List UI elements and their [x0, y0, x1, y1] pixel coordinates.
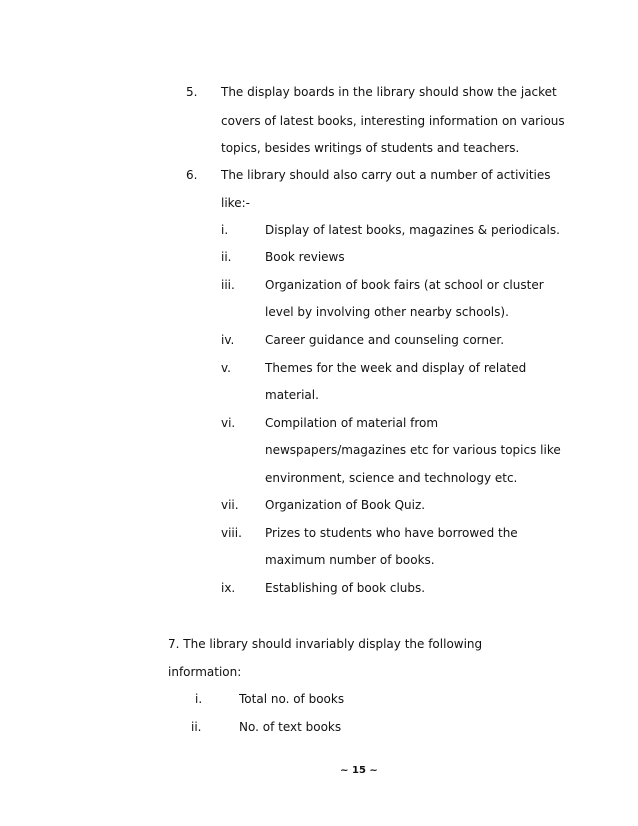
- subitem-number: ix.: [221, 581, 236, 595]
- subitem-text: Establishing of book clubs.: [265, 581, 426, 595]
- item-text-line: The display boards in the library should show the jacket: [221, 85, 557, 99]
- subitem-text: Themes for the week and display of related: [265, 361, 527, 375]
- subitem-number: vii.: [221, 498, 239, 512]
- subitem-text: Compilation of material from: [265, 416, 439, 430]
- item-number: 5.: [186, 85, 198, 99]
- item-text-line: topics, besides writings of students and teachers.: [221, 141, 520, 155]
- subitem-number: vi.: [221, 416, 236, 430]
- subitem-text: Prizes to students who have borrowed the: [265, 526, 518, 540]
- subitem-text: environment, science and technology etc.: [265, 471, 518, 485]
- subitem-number: v.: [221, 361, 231, 375]
- item-text-line: The library should also carry out a number of activities: [221, 168, 551, 182]
- subitem-number: viii.: [221, 526, 242, 540]
- subitem-number: iv.: [221, 333, 235, 347]
- subitem-text: material.: [265, 388, 319, 402]
- subitem-number: i.: [195, 692, 203, 706]
- subitem-text: Total no. of books: [239, 692, 345, 706]
- item-number: 6.: [186, 168, 198, 182]
- subitem-text: Book reviews: [265, 250, 345, 264]
- subitem-text: maximum number of books.: [265, 553, 435, 567]
- subitem-text: Career guidance and counseling corner.: [265, 333, 505, 347]
- subitem-number: iii.: [221, 278, 235, 292]
- subitem-text: Display of latest books, magazines & periodicals.: [265, 223, 560, 237]
- item-text-line: information:: [168, 665, 242, 679]
- subitem-text: Organization of Book Quiz.: [265, 498, 426, 512]
- subitem-text: Organization of book fairs (at school or cluster: [265, 278, 544, 292]
- item-text-line: 7. The library should invariably display the following: [168, 637, 483, 651]
- page-number: ~ 15 ~: [340, 765, 378, 776]
- subitem-number: i.: [221, 223, 229, 237]
- subitem-text: newspapers/magazines etc for various topics like: [265, 443, 561, 457]
- subitem-number: ii.: [221, 250, 232, 264]
- subitem-text: No. of text books: [239, 720, 342, 734]
- item-text-line: like:-: [221, 196, 250, 210]
- subitem-text: level by involving other nearby schools).: [265, 305, 509, 319]
- item-text-line: covers of latest books, interesting information on various: [221, 114, 565, 128]
- subitem-number: ii.: [191, 720, 202, 734]
